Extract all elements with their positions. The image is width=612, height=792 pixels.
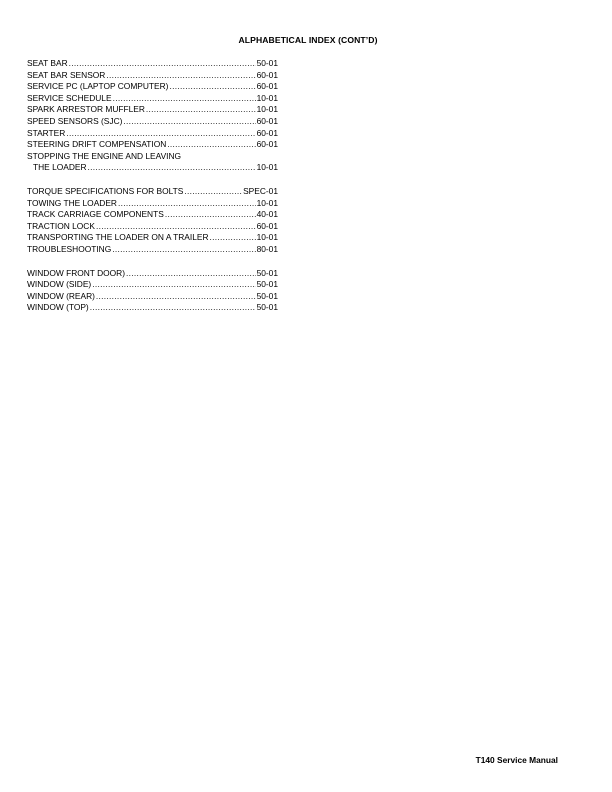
entry-label: WINDOW (REAR)	[27, 290, 95, 301]
dot-leader	[184, 186, 242, 198]
index-entry-traction-lock	[27, 221, 278, 233]
entry-page: SPEC-01	[243, 185, 278, 196]
dot-leader	[66, 128, 255, 140]
dot-leader	[146, 104, 256, 116]
index-entry-spark-arrestor-muffler	[27, 104, 278, 116]
dot-leader	[118, 198, 256, 210]
dot-leader	[106, 70, 255, 82]
dot-leader	[69, 58, 256, 70]
index-entry-stopping-the-engine: STOPPING THE ENGINE AND LEAVING	[27, 150, 182, 161]
entry-page: 50-01	[256, 302, 278, 313]
entry-label: SERVICE PC (LAPTOP COMPUTER)	[27, 81, 169, 92]
entry-page: 10-01	[256, 197, 278, 208]
entry-page: 50-01	[256, 58, 278, 68]
dot-leader	[96, 291, 256, 303]
index-entry-service-schedule	[27, 93, 278, 105]
entry-label: WINDOW FRONT DOOR)	[27, 267, 126, 278]
index-entry-starter	[27, 128, 278, 140]
index-entry-seat-bar	[27, 58, 278, 70]
entry-page: 10-01	[256, 92, 278, 103]
dot-leader	[167, 139, 255, 151]
index-entry-stopping-the-engine-continuation	[27, 162, 278, 174]
entry-label: SEAT BAR	[27, 58, 68, 68]
group-spacer	[27, 174, 278, 186]
entry-label: WINDOW (SIDE)	[27, 279, 92, 290]
entry-page: 60-01	[256, 127, 278, 138]
index-entry-troubleshooting	[27, 244, 278, 256]
index-entry-window-rear	[27, 291, 278, 303]
entry-page: 60-01	[256, 81, 278, 92]
dot-leader	[169, 81, 255, 93]
entry-page: 50-01	[256, 279, 278, 290]
entry-label: TRANSPORTING THE LOADER ON A TRAILER	[27, 232, 209, 243]
index-entry-track-carriage-components	[27, 209, 278, 221]
index-entry-seat-bar-sensor	[27, 70, 278, 82]
entry-page: 60-01	[256, 69, 278, 80]
index-entry-window-side	[27, 279, 278, 291]
index-entry-speed-sensors	[27, 116, 278, 128]
index-list	[27, 58, 278, 314]
entry-page: 10-01	[256, 162, 278, 173]
entry-label: TORQUE SPECIFICATIONS FOR BOLTS	[27, 185, 184, 196]
index-entry-steering-drift-compensation	[27, 139, 278, 151]
index-entry-transporting-the-loader	[27, 232, 278, 244]
dot-leader	[126, 268, 256, 280]
dot-leader	[90, 302, 256, 314]
index-entry-window-front-door	[27, 268, 278, 280]
dot-leader	[165, 209, 256, 221]
dot-leader	[123, 116, 255, 128]
entry-label: WINDOW (TOP)	[27, 302, 89, 313]
index-entry-torque-specifications	[27, 186, 278, 198]
dot-leader	[210, 232, 256, 244]
page-title: ALPHABETICAL INDEX (CONT’D)	[238, 35, 378, 45]
entry-page: 80-01	[256, 243, 278, 254]
entry-label: TOWING THE LOADER	[27, 197, 117, 208]
entry-page: 60-01	[256, 115, 278, 126]
entry-page: 60-01	[256, 220, 278, 231]
entry-page: 50-01	[256, 290, 278, 301]
page-footer: T140 Service Manual	[475, 755, 558, 765]
dot-leader	[96, 221, 256, 233]
entry-label: SPARK ARRESTOR MUFFLER	[27, 104, 145, 115]
index-entry-towing-the-loader	[27, 198, 278, 210]
entry-label: TROUBLESHOOTING	[27, 243, 112, 254]
entry-label: THE LOADER	[33, 162, 87, 173]
entry-page: 40-01	[256, 209, 278, 220]
entry-page: 10-01	[256, 232, 278, 243]
dot-leader	[112, 244, 255, 256]
entry-page: 60-01	[256, 139, 278, 150]
entry-label: STARTER	[27, 127, 66, 138]
entry-label: SEAT BAR SENSOR	[27, 69, 106, 80]
entry-label: TRACTION LOCK	[27, 220, 95, 231]
entry-page: 50-01	[256, 267, 278, 278]
entry-label: STEERING DRIFT COMPENSATION	[27, 139, 167, 150]
group-spacer	[27, 256, 278, 268]
entry-page: 10-01	[256, 104, 278, 115]
dot-leader	[88, 162, 256, 174]
dot-leader	[92, 279, 255, 291]
dot-leader	[113, 93, 256, 105]
index-entry-service-pc	[27, 81, 278, 93]
index-entry-window-top	[27, 302, 278, 314]
entry-label: SPEED SENSORS (SJC)	[27, 115, 123, 126]
entry-label: TRACK CARRIAGE COMPONENTS	[27, 209, 164, 220]
entry-label: SERVICE SCHEDULE	[27, 92, 112, 103]
